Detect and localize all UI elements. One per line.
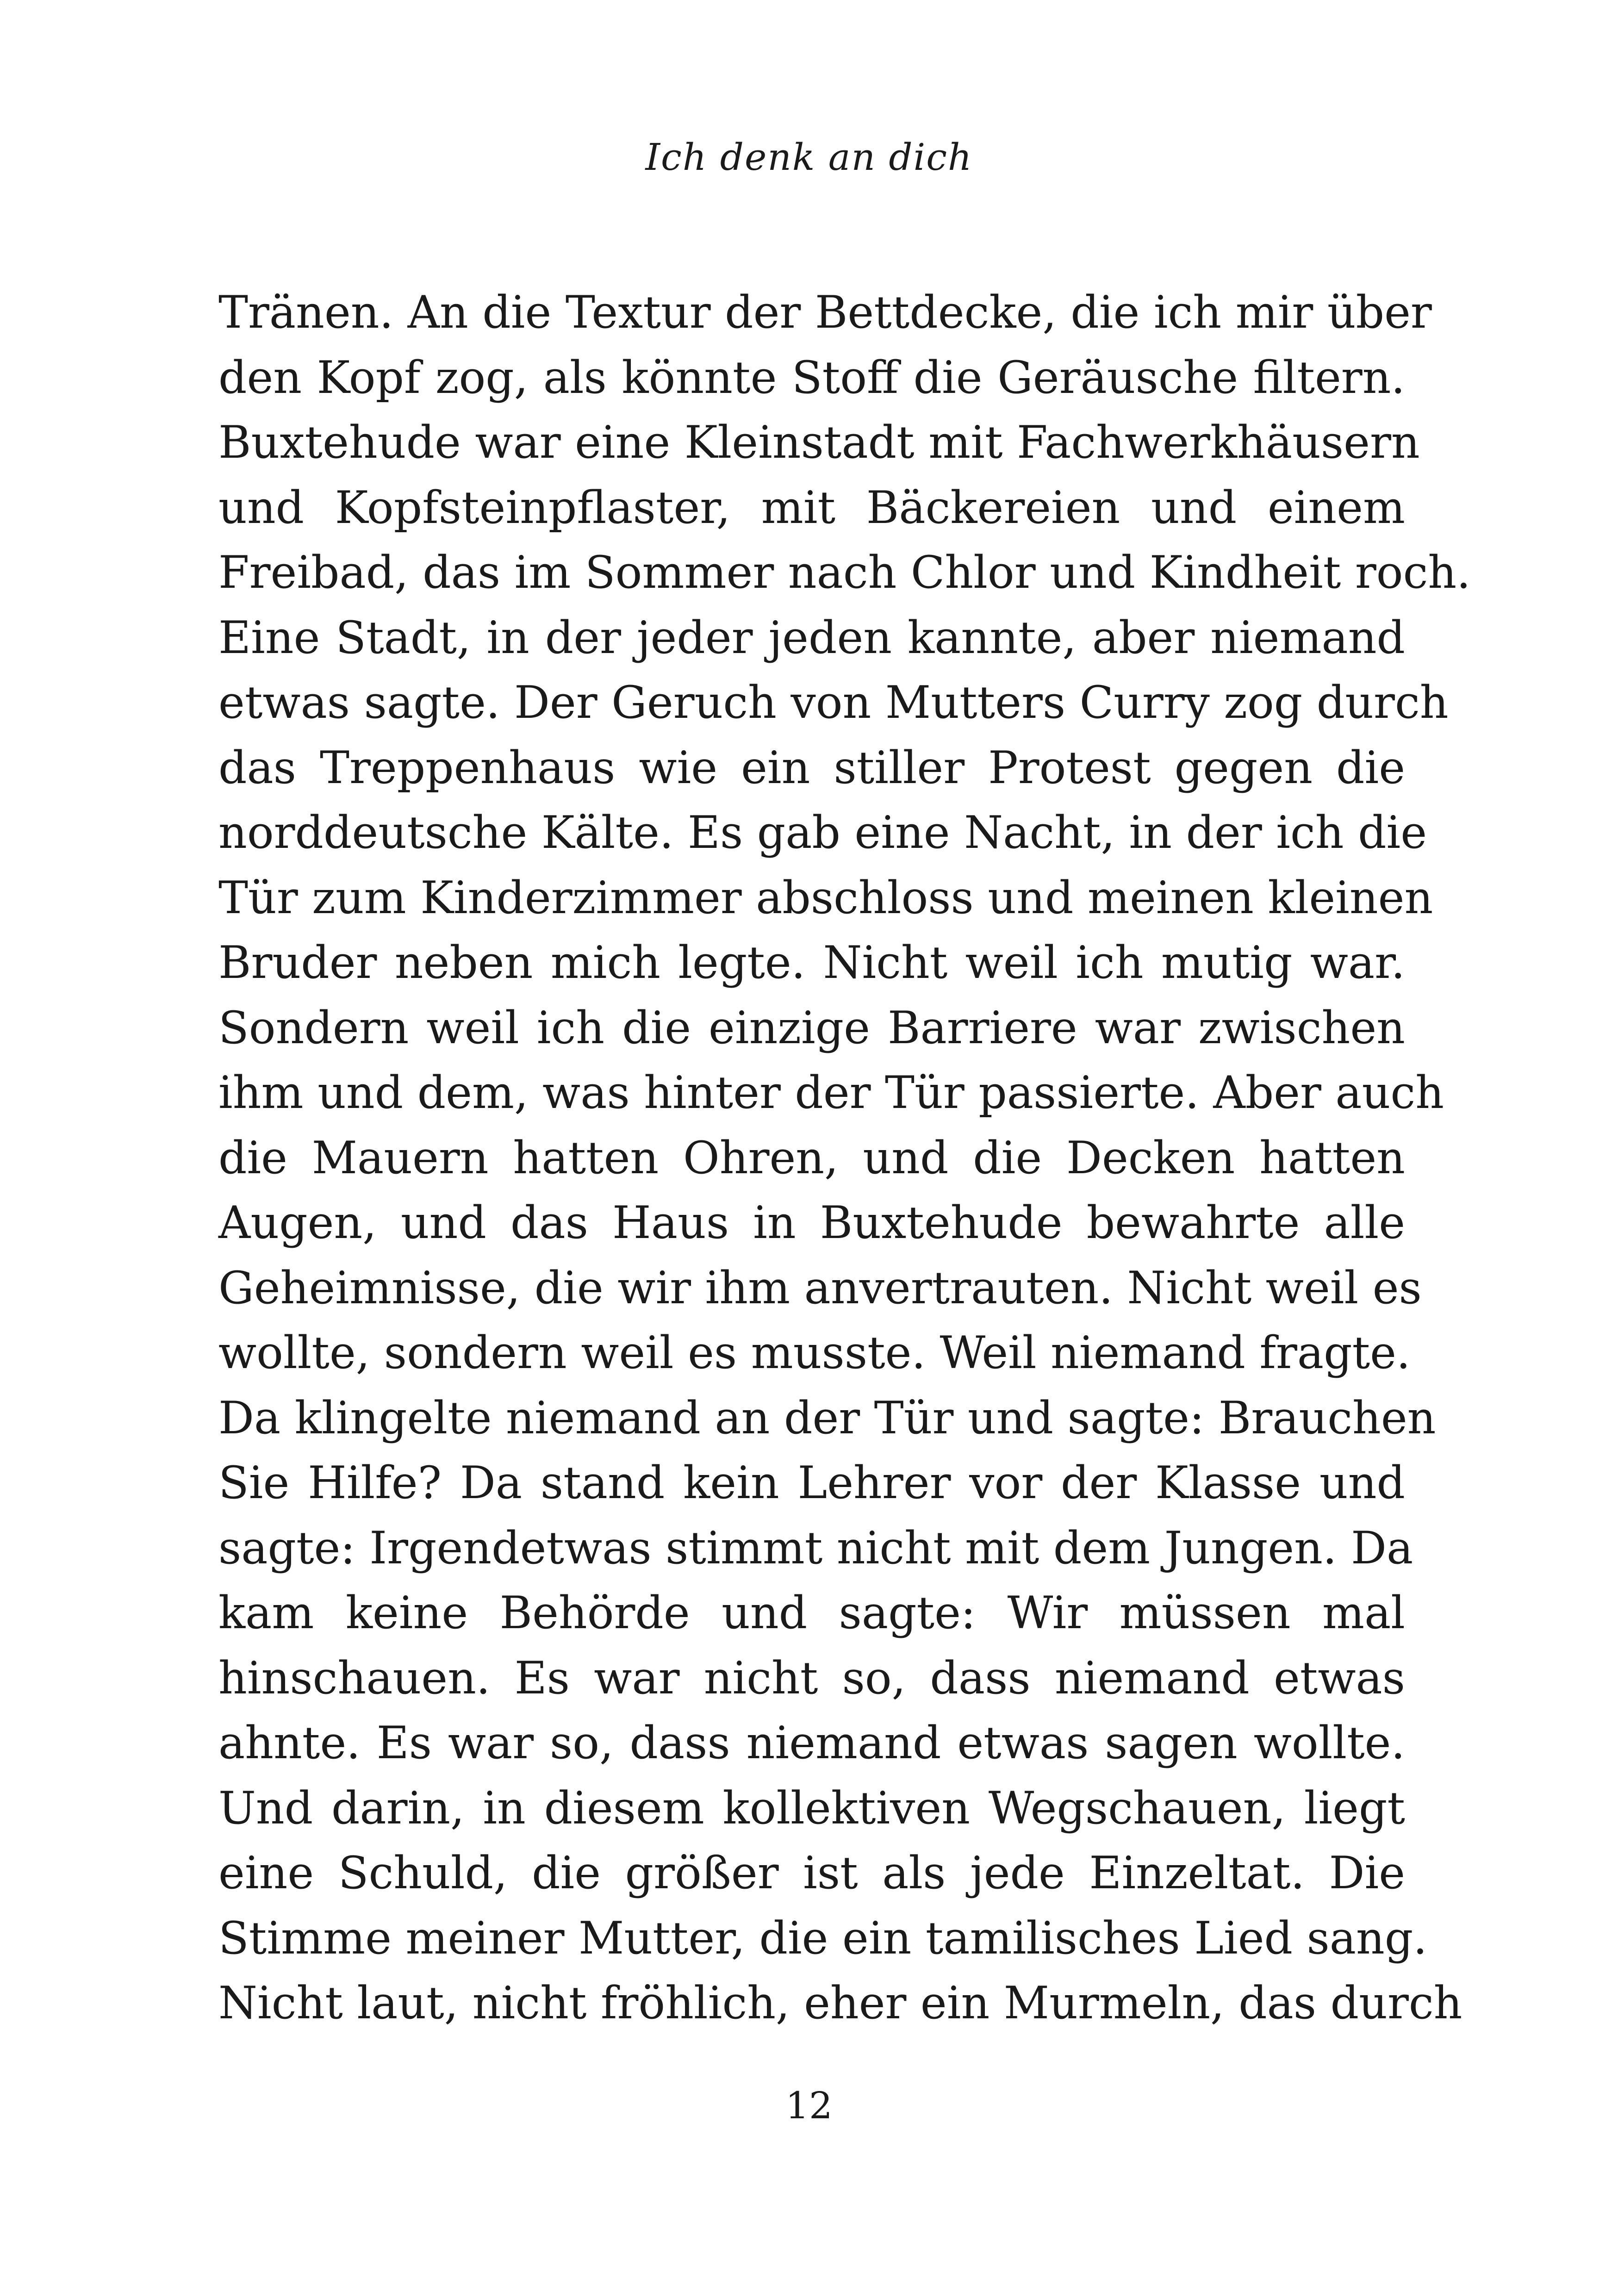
text-line: die Mauern hatten Ohren, und die Decken hatten	[218, 1132, 1405, 1184]
text-line: ihm und dem, was hinter der Tür passierte. Aber auch	[218, 1067, 1444, 1119]
body-text	[218, 280, 1471, 2036]
text-line: kam keine Behörde und sagte: Wir müssen mal	[218, 1587, 1405, 1639]
running-head: Ich denk an dich	[645, 136, 973, 179]
text-line: Stimme meiner Mutter, die ein tamilisches Lied sang.	[218, 1912, 1427, 1964]
text-line: den Kopf zog, als könnte Stoff die Geräusche filtern.	[218, 351, 1405, 404]
text-line: Und darin, in diesem kollektiven Wegschauen, liegt	[218, 1782, 1405, 1834]
text-line: hinschauen. Es war nicht so, dass niemand etwas	[218, 1652, 1405, 1704]
page-number: 12	[785, 2084, 833, 2127]
text-line: Buxtehude war eine Kleinstadt mit Fachwerkhäusern	[218, 417, 1420, 468]
text-line: Bruder neben mich legte. Nicht weil ich mutig war.	[218, 937, 1405, 989]
text-line: Freibad, das im Sommer nach Chlor und Kindheit roch.	[218, 547, 1471, 598]
text-line: sagte: Irgendetwas stimmt nicht mit dem Jungen. Da	[218, 1522, 1413, 1574]
text-line: Geheimnisse, die wir ihm anvertrauten. Nicht weil es	[218, 1262, 1422, 1314]
text-line: Tür zum Kinderzimmer abschloss und meinen kleinen	[218, 871, 1433, 924]
text-line: wollte, sondern weil es musste. Weil niemand fragte.	[218, 1327, 1411, 1379]
text-line: Tränen. An die Textur der Bettdecke, die ich mir über	[218, 286, 1432, 338]
text-line: Nicht laut, nicht fröhlich, eher ein Murmeln, das durch	[218, 1977, 1462, 2029]
text-line: Eine Stadt, in der jeder jeden kannte, aber niemand	[218, 611, 1405, 664]
text-line: Augen, und das Haus in Buxtehude bewahrte alle	[218, 1197, 1405, 1249]
text-line: Sondern weil ich die einzige Barriere war zwischen	[218, 1002, 1405, 1054]
text-line: Sie Hilfe? Da stand kein Lehrer vor der Klasse und	[218, 1457, 1405, 1509]
text-line: Da klingelte niemand an der Tür und sagte: Brauchen	[218, 1392, 1436, 1444]
text-line: ahnte. Es war so, dass niemand etwas sagen wollte.	[218, 1717, 1405, 1769]
text-line: norddeutsche Kälte. Es gab eine Nacht, in der ich die	[218, 807, 1427, 859]
text-line: eine Schuld, die größer ist als jede Einzeltat. Die	[218, 1847, 1405, 1899]
text-line: etwas sagte. Der Geruch von Mutters Curry zog durch	[218, 677, 1449, 728]
text-line: das Treppenhaus wie ein stiller Protest gegen die	[218, 741, 1405, 794]
text-line: und Kopfsteinpflaster, mit Bäckereien und einem	[218, 481, 1405, 534]
